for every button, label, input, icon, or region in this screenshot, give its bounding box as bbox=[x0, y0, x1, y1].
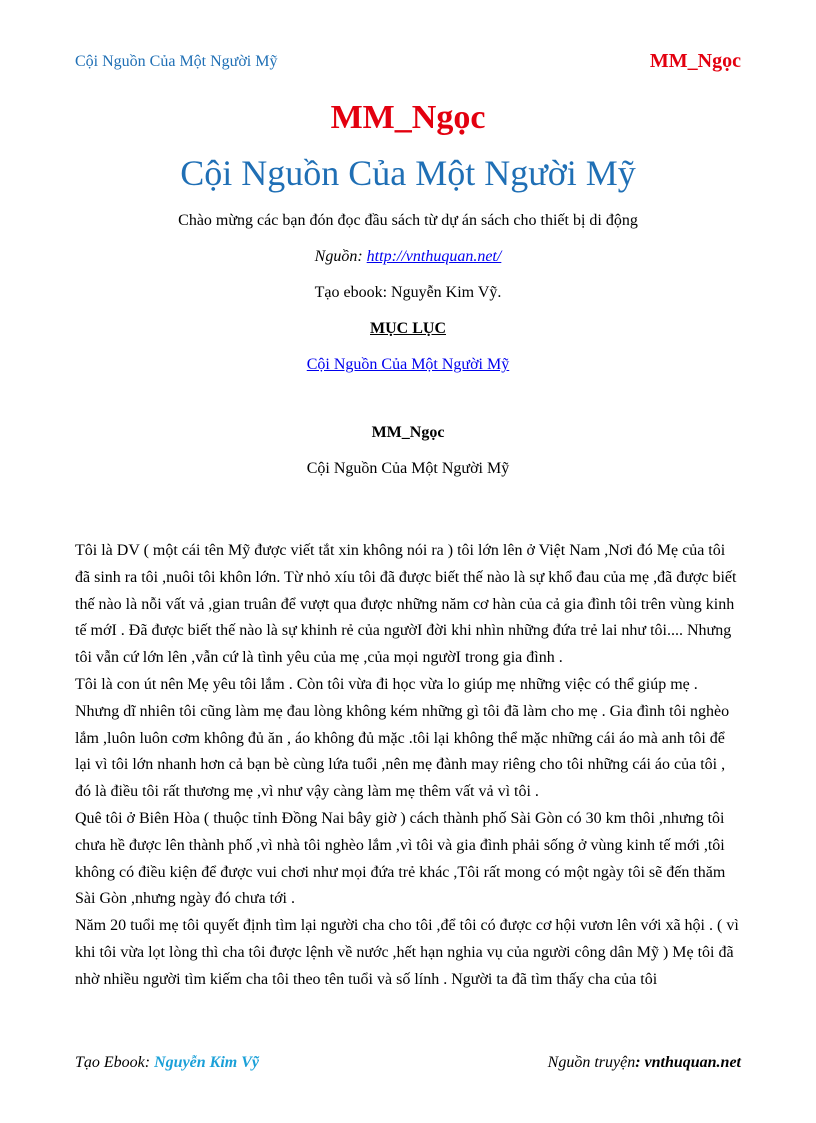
chapter-author: MM_Ngọc bbox=[371, 424, 445, 441]
source-line bbox=[0, 246, 816, 268]
footer-source-site: vnthuquan.net bbox=[644, 1054, 741, 1071]
paragraph: Quê tôi ở Biên Hòa ( thuộc tỉnh Đồng Nai bây giờ ) cách thành phố Sài Gòn có 30 km thôi ,nhưng tôi chưa hề được lên thành phố ,vì nhà tôi nghèo lắm ,vì tôi và gia đình phải sống ở vùng kinh tế mới ,tôi không có điều kiện để được vui chơi như mọi đứa trẻ khác ,Tôi rất mong có một ngày tôi sẽ đến thăm Sài Gòn ,nhưng ngày đó chưa tới . bbox=[75, 809, 726, 908]
main-author: MM_Ngọc bbox=[330, 99, 486, 136]
footer-source-label: Nguồn truyện bbox=[547, 1054, 636, 1071]
paragraph: Tôi là con út nên Mẹ yêu tôi lắm . Còn tôi vừa đi học vừa lo giúp mẹ những việc có thể giúp mẹ . Nhưng dĩ nhiên tôi cũng làm mẹ đau lòng không kém những gì tôi đã làm cho mẹ . Gia đình tôi nghèo lắm ,luôn luôn cơm không đủ ăn , áo không đủ mặc .tôi lại không thể mặc những cái áo mà anh tôi để lại vì tôi lớn nhanh hơn cả bạn bè cùng lứa tuổi ,nên mẹ đành may riêng cho tôi những cái áo của tôi , đó là điều tôi rất thương mẹ ,vì như vậy càng làm mẹ thêm vất vả vì tôi . bbox=[75, 675, 730, 801]
ebook-creator: Tạo ebook: Nguyễn Kim Vỹ. bbox=[314, 284, 502, 301]
footer-creator-name: Nguyễn Kim Vỹ bbox=[154, 1054, 259, 1071]
footer-creator bbox=[75, 1054, 259, 1072]
toc-link-chapter[interactable]: Cội Nguồn Của Một Người Mỹ bbox=[306, 356, 510, 373]
title-block bbox=[0, 96, 816, 480]
source-link[interactable]: http://vnthuquan.net/ bbox=[366, 248, 502, 265]
paragraph: Tôi là DV ( một cái tên Mỹ được viết tắt xin không nói ra ) tôi lớn lên ở Việt Nam ,Nơi đó Mẹ của tôi đã sinh ra tôi ,nuôi tôi khôn lớn. Từ nhỏ xíu tôi đã được biết thế nào là sự khổ đau của mẹ ,đã được biết thế nào là nỗi vất vả ,gian truân để vượt qua được những năm cơ hàn của cả gia đình tôi trên vùng kinh tế mớI . Đã được biết thế nào là sự khinh rẻ của ngườI đời khi nhìn những đứa trẻ lai như tôi.... Nhưng tôi vẫn cứ lớn lên ,vẫn cứ là tình yêu của mẹ ,của mọi ngườI trong gia đình . bbox=[75, 542, 737, 667]
footer-source-sep: : bbox=[635, 1054, 645, 1071]
source-label: Nguồn: bbox=[314, 248, 367, 265]
welcome-text: Chào mừng các bạn đón đọc đầu sách từ dự án sách cho thiết bị di động bbox=[178, 212, 638, 229]
footer-creator-label: Tạo Ebook bbox=[75, 1054, 145, 1071]
paragraph: Năm 20 tuổi mẹ tôi quyết định tìm lại người cha cho tôi ,để tôi có được cơ hội vươn lên với xã hội . ( vì khi tôi vừa lọt lòng thì cha tôi được lệnh về nước ,hết hạn nghia vụ của người công dân Mỹ ) Mẹ tôi đã nhờ nhiều người tìm kiếm cha tôi theo tên tuổi và số lính . Người ta đã tìm thấy cha của tôi bbox=[75, 917, 739, 988]
footer-creator-sep: : bbox=[144, 1054, 155, 1071]
toc-heading: MỤC LỤC bbox=[370, 320, 446, 337]
header-author: MM_Ngọc bbox=[649, 50, 741, 72]
chapter-title: Cội Nguồn Của Một Người Mỹ bbox=[306, 460, 510, 477]
footer-source bbox=[548, 1054, 741, 1072]
main-title: Cội Nguồn Của Một Người Mỹ bbox=[180, 153, 636, 193]
chapter-body bbox=[75, 538, 743, 994]
page-header bbox=[75, 50, 741, 76]
header-book-title: Cội Nguồn Của Một Người Mỹ bbox=[75, 53, 278, 70]
page-footer bbox=[75, 1054, 741, 1078]
